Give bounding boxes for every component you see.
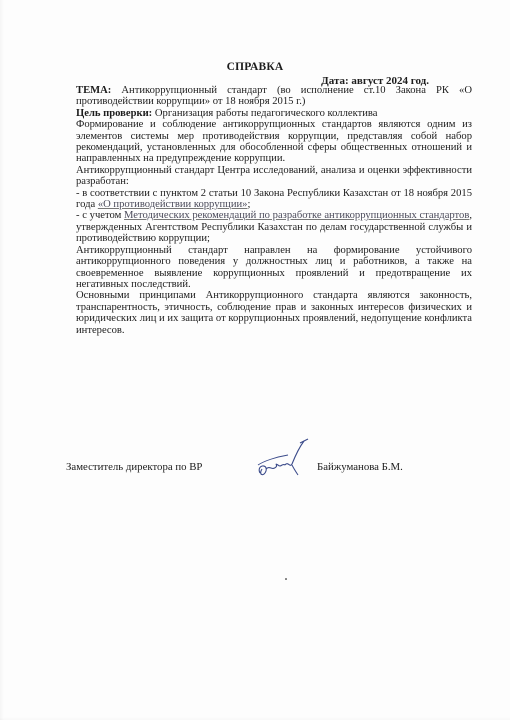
signatory-name: Байжуманова Б.М. <box>317 461 403 473</box>
topic-line <box>76 85 472 108</box>
document-title: СПРАВКА <box>226 61 284 73</box>
recommendations-prefix: - с учетом <box>76 210 125 222</box>
law-reference-text: - в соответствии с пунктом 2 статьи 10 Закона Республики Казахстан от 18 ноября 2015 года <box>76 187 472 211</box>
recommendations-suffix: , утвержденных Агентством Республики Казахстан по делам государственной службы и противодействию коррупции; <box>76 210 472 245</box>
scan-speck <box>285 578 287 580</box>
goal-text: Организация работы педагогического коллектива <box>152 107 378 119</box>
law-link[interactable]: «О противодействии коррупции» <box>97 199 248 211</box>
paragraph-developed: Антикоррупционный стандарт Центра исследований, анализа и оценки эффективности разработан: <box>76 164 472 188</box>
paragraph-purpose: Антикоррупционный стандарт направлен на формирование устойчивого антикоррупционного поведения у должностных лиц и работников, а также на своевременное выявление коррупционных проявлений и предотвращение их негативных последствий. <box>76 244 472 290</box>
law-reference-end: ; <box>247 199 251 211</box>
goal-label: Цель проверки: <box>76 107 153 119</box>
topic-label: ТЕМА: <box>76 85 112 96</box>
handwritten-signature <box>254 435 316 483</box>
document-body <box>76 85 472 336</box>
paragraph-principles: Основными принципами Антикоррупционного стандарта являются законность, транспарентность, этичность, соблюдение прав и законных интересов физических и юридических лиц и их защита от коррупционных проявлений, недопущение конфликта интересов. <box>76 290 472 336</box>
paragraph-recommendations <box>76 210 472 244</box>
topic-text: Антикоррупционный стандарт (во исполнение ст.10 Закона РК «О противодействии коррупции» от 18 ноября 2015 г.) <box>76 85 472 108</box>
recommendations-link[interactable]: Методических рекомендаций по разработке антикоррупционных стандартов <box>124 210 470 222</box>
goal-line <box>76 108 472 119</box>
paragraph-definition: Формирование и соблюдение антикоррупционных стандартов являются одним из элементов системы мер противодействия коррупции, представляя собой набор рекомендаций, установленных для обособленной сферы общественных отношений и направленных на предупреждение коррупции. <box>76 119 472 165</box>
signatory-position: Заместитель директора по ВР <box>66 461 203 473</box>
signature-block <box>66 453 446 483</box>
paragraph-law-reference <box>76 188 472 211</box>
document-date: Дата: август 2024 год. <box>321 75 429 87</box>
